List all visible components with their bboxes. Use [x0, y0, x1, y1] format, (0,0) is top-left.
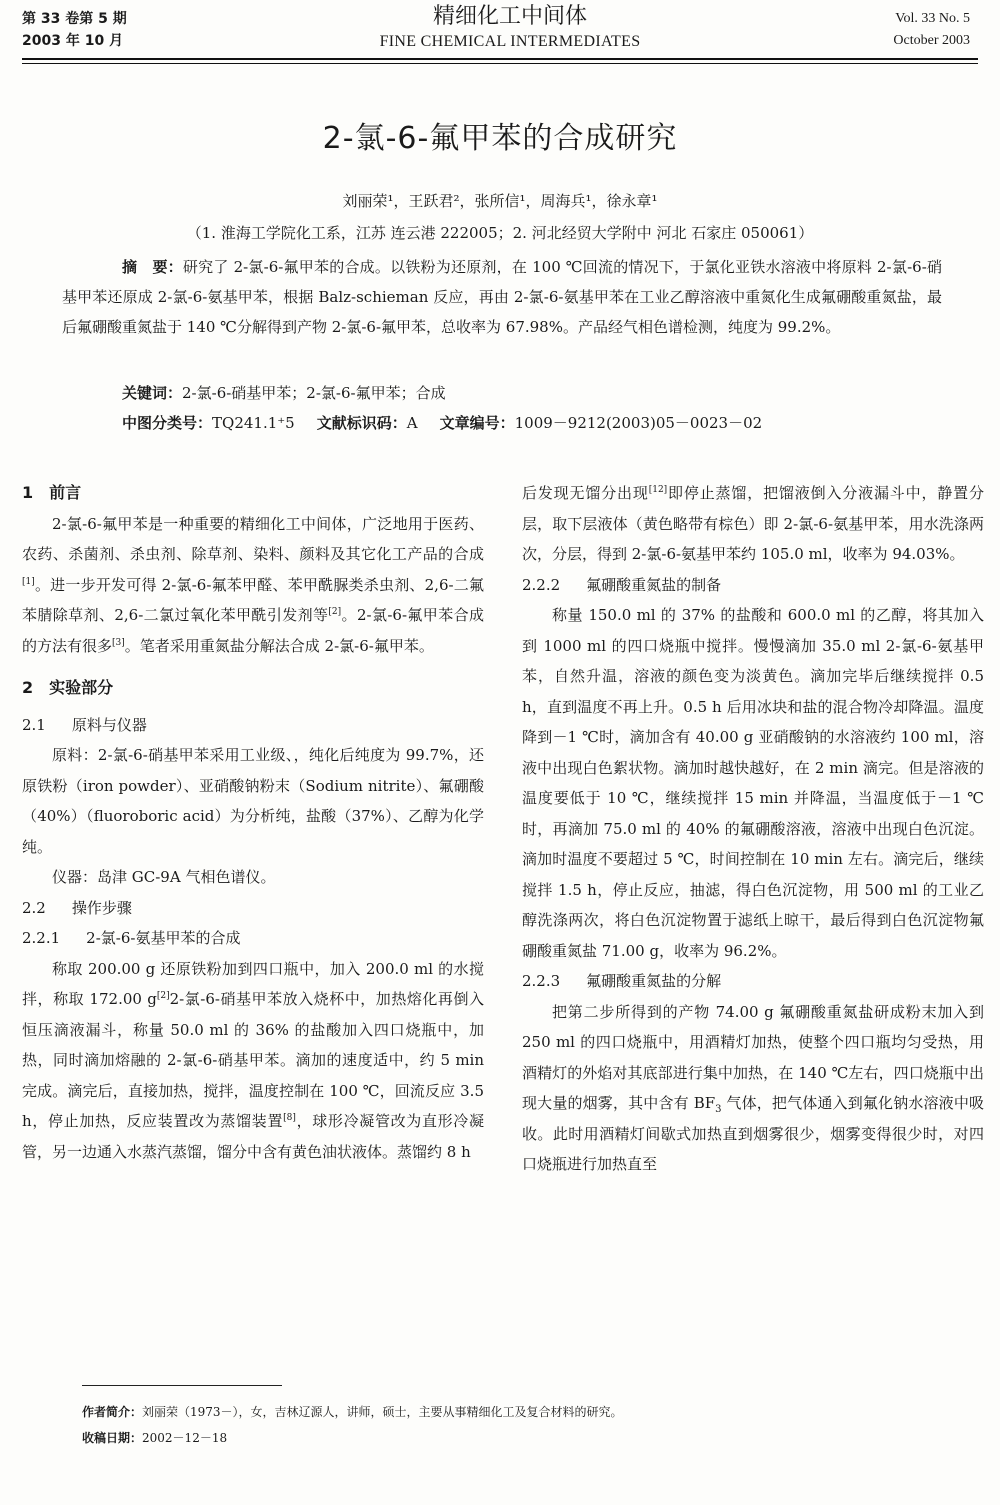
date-en: October 2003 [893, 33, 970, 48]
citation: [3] [112, 637, 125, 648]
journal-name-cn: 精细化工中间体 [432, 4, 587, 29]
decomposition-paragraph: 把第二步所得到的产物 74.00 g 氟硼酸重氮盐研成粉末加入到 250 ml 的四口烧瓶中，用酒精灯加热，使整个四口瓶均匀受热，用酒精灯的外焰对其底部进行集中加热，在 140 ℃左右，四口烧瓶中出现大量的烟雾，其中含有 $BF_3$ 气体，把气体通入到氟化钠水溶液中吸收。此时用酒精灯间歇式加热直到烟雾很少，烟雾变得很少时，对四口烧瓶进行加热直至 [522, 1002, 984, 1173]
doc-code-value: A [406, 414, 418, 432]
clc-value: TQ241.1⁺5 [212, 414, 295, 432]
keywords [122, 382, 446, 403]
materials-paragraph: 原料：2-氯-6-硝基甲苯采用工业级、，纯化后纯度为 99.7%，还原铁粉（iron powder）、亚硝酸钠粉末（Sodium nitrite）、氟硼酸（40%）（fluoroboric acid）为分析纯，盐酸（37%）、乙醇为化学纯。 [22, 746, 484, 856]
section-heading-experimental: 2 实验部分 [22, 678, 114, 697]
abstract-text: 研究了 2-氯-6-氟甲苯的合成。以铁粉为还原剂，在 100 ℃回流的情况下，于氯化亚铁水溶液中将原料 2-氯-6-硝基甲苯还原成 2-氯-6-氨基甲苯，根据 Balz-schieman 反应，再由 2-氯-6-氨基甲苯在工业乙醇溶液中重氮化生成氟硼酸重氮盐，最后氟硼酸重氮盐于 140 ℃分解得到产物 2-氯-6-氟甲苯，总收率为 67.98%。产品经气相色谱检测，纯度为 99.2%。 [62, 258, 942, 336]
abstract-label: 摘 要： [122, 258, 183, 276]
received-date-footnote: 收稿日期：2002－12－18 [82, 1431, 228, 1445]
date-cn: 2003 年 10 月 [22, 33, 124, 49]
subsection-heading-2-2: 2.2 操作步骤 [22, 898, 132, 917]
subsection-heading-2-2-3: 2.2.3 氟硼酸重氮盐的分解 [522, 972, 722, 990]
classification-line [122, 412, 762, 433]
citation: [2] [328, 607, 342, 617]
author-list: 刘丽荣¹，王跃君²，张所信¹，周海兵¹，徐永章¹ [342, 192, 658, 210]
continued-paragraph: 后发现无馏分出现[12]即停止蒸馏，把馏液倒入分液漏斗中，静置分层，取下层液体（黄色略带有棕色）即 2-氯-6-氨基甲苯，用水洗涤两次，分层，得到 2-氯-6-氨基甲苯约 105.0 ml，收率为 94.03%。 [522, 484, 984, 563]
article-id-value: 1009－9212(2003)05－0023－02 [514, 414, 763, 432]
header-rule-thick [22, 58, 978, 60]
instrument-paragraph: 仪器：岛津 GC-9A 气相色谱仪。 [52, 868, 276, 886]
volume-issue-en: Vol. 33 No. 5 [895, 11, 970, 26]
left-column [22, 478, 484, 1167]
author-bio-footnote: 作者简介：刘丽荣（1973－），女，吉林辽源人，讲师，硕士，主要从事精细化工及复合材料的研究。 [82, 1405, 623, 1419]
doc-code-label: 文献标识码： [316, 414, 407, 432]
header-left [22, 8, 127, 52]
abstract [62, 252, 942, 342]
header-right [893, 8, 970, 52]
paper-title: 2-氯-6-氟甲苯的合成研究 [322, 121, 678, 156]
article-id-label: 文章编号： [439, 414, 515, 432]
section-heading-intro: 1 前言 [22, 483, 82, 502]
keywords-label: 关键词： [122, 384, 183, 402]
volume-issue-cn: 第 33 卷第 5 期 [22, 11, 127, 27]
subsection-heading-2-2-1: 2.2.1 2-氯-6-氨基甲苯的合成 [22, 929, 241, 947]
journal-name-en: FINE CHEMICAL INTERMEDIATES [379, 33, 641, 50]
subsection-heading-2-2-2: 2.2.2 氟硼酸重氮盐的制备 [522, 575, 722, 594]
affiliations: （1. 淮海工学院化工系，江苏 连云港 222005；2. 河北经贸大学附中 河北 石家庄 050061） [186, 224, 814, 242]
right-column [522, 478, 984, 1180]
citation: [1] [22, 576, 35, 587]
citation: [2] [156, 991, 170, 1001]
clc-label: 中图分类号： [122, 414, 213, 432]
journal-header [300, 2, 720, 52]
footnote-rule [82, 1385, 282, 1386]
citation: [12] [648, 485, 668, 495]
subsection-heading-2-1: 2.1 原料与仪器 [22, 715, 147, 734]
header-rule-thin [22, 63, 978, 64]
synthesis-paragraph: 称取 200.00 g 还原铁粉加到四口瓶中，加入 200.0 ml 的水搅拌，称取 172.00 g[2]2-氯-6-硝基甲苯放入烧杯中，加热熔化再倒入恒压滴液漏斗，称量 50.0 ml 的 36% 的盐酸加入四口烧瓶中，加热，同时滴加熔融的 2-氯-6-硝基甲苯。滴加的速度适中，约 5 min 完成。滴完后，直接加热，搅拌，温度控制在 100 ℃，回流反应 3.5 h，停止加热，反应装置改为蒸馏装置[8]，球形冷凝管改为直形冷凝管，另一边通入水蒸汽蒸馏，馏分中含有黄色油状液体。蒸馏约 8 h [22, 959, 485, 1161]
citation: [8] [283, 1113, 296, 1123]
keywords-text: 2-氯-6-硝基甲苯；2-氯-6-氟甲苯；合成 [182, 384, 446, 402]
diazonium-prep-paragraph: 称量 150.0 ml 的 37% 的盐酸和 600.0 ml 的乙醇，将其加入到 1000 ml 的四口烧瓶中搅拌。慢慢滴加 35.0 ml 2-氯-6-氨基甲苯，自然升温，溶液的颜色变为淡黄色。滴加完毕后继续搅拌 0.5 h，直到温度不再上升。0.5 h 后用冰块和盐的混合物冷却降温。温度降到－1 ℃时，滴加含有 40.00 g 亚硝酸钠的水溶液约 100 ml，溶液中出现白色絮状物。滴加时越快越好，在 2 min 滴完。但是溶液的温度要低于 10 ℃，继续搅拌 15 min 并降温，当温度低于－1 ℃时，再滴加 75.0 ml 的 40% 的氟硼酸溶液，溶液中出现白色沉淀。滴加时温度不要超过 5 ℃，时间控制在 10 min 左右。滴完后，继续搅拌 1.5 h，停止反应，抽滤，得白色沉淀物，用 500 ml 的工业乙醇洗涤两次，将白色沉淀物置于滤纸上晾干，最后得到白色沉淀物氟硼酸重氮盐 71.00 g，收率为 96.2%。 [522, 606, 984, 960]
intro-paragraph: 2-氯-6-氟甲苯是一种重要的精细化工中间体，广泛地用于医药、农药、杀菌剂、杀虫剂、除草剂、染料、颜料及其它化工产品的合成[1]。进一步开发可得 2-氯-6-氟苯甲醛、苯甲酰脲类杀虫剂、2,6-二氟苯腈除草剂、2,6-二氯过氧化苯甲酰引发剂等[2]。2-氯-6-氟甲苯合成的方法有很多[3]。笔者采用重氮盐分解法合成 2-氯-6-氟甲苯。 [22, 514, 484, 655]
